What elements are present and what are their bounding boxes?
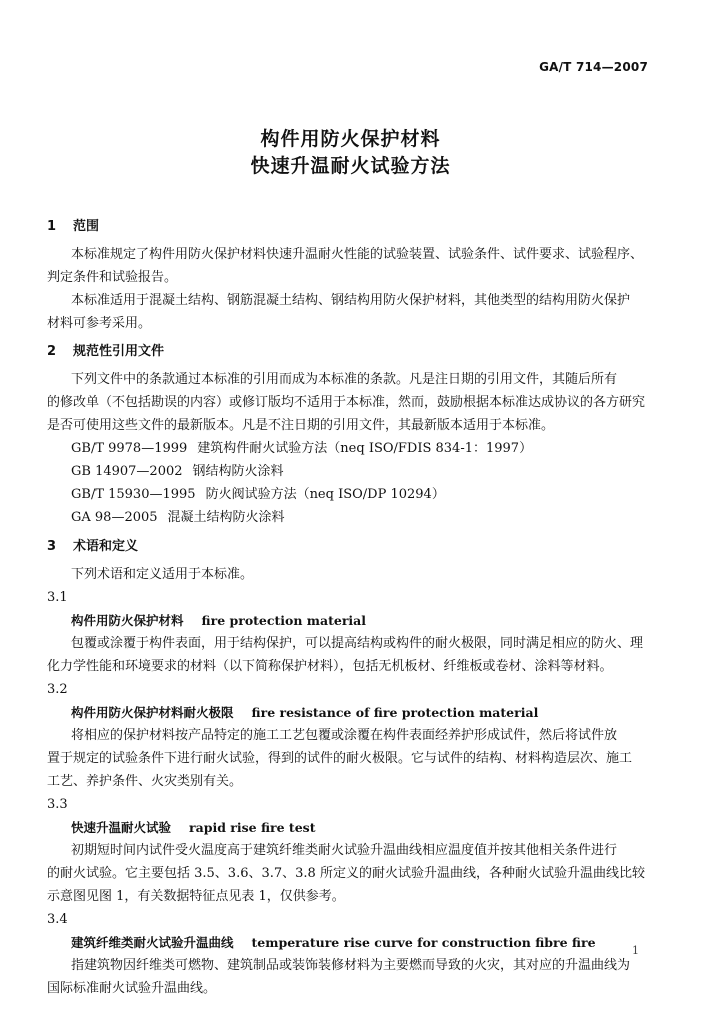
reference-item: [71, 510, 285, 526]
section-1-p2-line1: 本标准适用于混凝土结构、钢筋混凝土结构、钢结构用防火保护材料，其他类型的结构用防火保护: [71, 293, 631, 308]
term-number: 3.1: [47, 590, 68, 605]
reference-title: 防火阀试验方法（neq ISO/DP 10294）: [205, 487, 445, 502]
section-1-heading: [47, 219, 99, 235]
section-1-p2-line2: 材料可参考采用。: [47, 316, 152, 331]
reference-code: GB 14907—2002: [71, 464, 183, 479]
term-number: 3.2: [47, 682, 68, 697]
term-number: 3.3: [47, 797, 68, 812]
term-definition-line: 置于规定的试验条件下进行耐火试验，得到的试件的耐火极限。它与试件的结构、材料构造层次、施工: [47, 751, 633, 766]
reference-code: GB/T 9978—1999: [71, 441, 188, 456]
section-1-p1-line1: 本标准规定了构件用防火保护材料快速升温耐火性能的试验装置、试验条件、试件要求、试验程序、: [71, 247, 644, 262]
term-en: rapid rise fire test: [189, 820, 316, 835]
title-line-1: 构件用防火保护材料: [260, 128, 441, 150]
term-definition-line: 指建筑物因纤维类可燃物、建筑制品或装饰装修材料为主要燃而导致的火灾，其对应的升温曲线为: [71, 958, 631, 973]
term-zh: 快速升温耐火试验: [71, 820, 172, 835]
term-definition-line: 的耐火试验。它主要包括 3.5、3.6、3.7、3.8 所定义的耐火试验升温曲线，各种耐火试验升温曲线比较: [47, 866, 645, 881]
section-3-title: 术语和定义: [73, 539, 139, 554]
term-en: fire resistance of fire protection material: [251, 705, 539, 720]
page-number: 1: [632, 944, 639, 957]
reference-code: GA 98—2005: [71, 510, 158, 525]
term-heading: [71, 613, 366, 629]
standard-code: GA/T 714—2007: [539, 60, 648, 74]
reference-item: [71, 441, 532, 457]
section-2-title: 规范性引用文件: [73, 344, 165, 359]
reference-title: 混凝土结构防火涂料: [167, 510, 285, 525]
term-number: 3.4: [47, 912, 68, 927]
reference-title: 建筑构件耐火试验方法（neq ISO/FDIS 834-1：1997）: [197, 441, 533, 456]
section-2-number: 2: [47, 344, 57, 359]
term-definition-line: 化力学性能和环境要求的材料（以下简称保护材料），包括无机板材、纤维板或卷材、涂料等材料。: [47, 659, 613, 674]
section-3-number: 3: [47, 539, 57, 554]
term-zh: 构件用防火保护材料耐火极限: [71, 705, 234, 720]
term-definition-line: 国际标准耐火试验升温曲线。: [47, 981, 217, 996]
section-1-p1-line2: 判定条件和试验报告。: [47, 270, 178, 285]
section-2-heading: [47, 344, 164, 360]
section-1-number: 1: [47, 219, 57, 234]
term-en: temperature rise curve for construction fibre fire: [251, 935, 596, 950]
term-en: fire protection material: [201, 613, 367, 628]
section-2-p1-line1: 下列文件中的条款通过本标准的引用而成为本标准的条款。凡是注日期的引用文件，其随后所有: [71, 372, 618, 387]
term-zh: 构件用防火保护材料: [71, 613, 184, 628]
term-definition-line: 示意图见图 1，有关数据特征点见表 1，仅供参考。: [47, 889, 345, 904]
reference-code: GB/T 15930—1995: [71, 487, 196, 502]
section-3-heading: [47, 539, 138, 555]
term-definition-line: 初期短时间内试件受火温度高于建筑纤维类耐火试验升温曲线相应温度值并按其他相关条件进行: [71, 843, 618, 858]
section-3-intro: 下列术语和定义适用于本标准。: [71, 567, 254, 582]
section-1-title: 范围: [73, 219, 100, 234]
term-definition-line: 工艺、养护条件、火灾类别有关。: [47, 774, 243, 789]
term-heading: [71, 935, 596, 951]
term-heading: [71, 705, 538, 721]
term-definition-line: 将相应的保护材料按产品特定的施工工艺包覆或涂覆在构件表面经养护形成试件，然后将试件放: [71, 728, 618, 743]
reference-title: 钢结构防火涂料: [192, 464, 284, 479]
term-definition-line: 包覆或涂覆于构件表面，用于结构保护，可以提高结构或构件的耐火极限，同时满足相应的防火、理: [71, 636, 644, 651]
section-2-p1-line2: 的修改单（不包括勘误的内容）或修订版均不适用于本标准，然而，鼓励根据本标准达成协议的各方研究: [47, 395, 646, 410]
term-zh: 建筑纤维类耐火试验升温曲线: [71, 935, 234, 950]
reference-item: [71, 487, 445, 503]
section-2-p1-line3: 是否可使用这些文件的最新版本。凡是不注日期的引用文件，其最新版本适用于本标准。: [47, 418, 555, 433]
term-heading: [71, 820, 315, 836]
title-line-2: 快速升温耐火试验方法: [250, 155, 451, 177]
reference-item: [71, 464, 284, 480]
